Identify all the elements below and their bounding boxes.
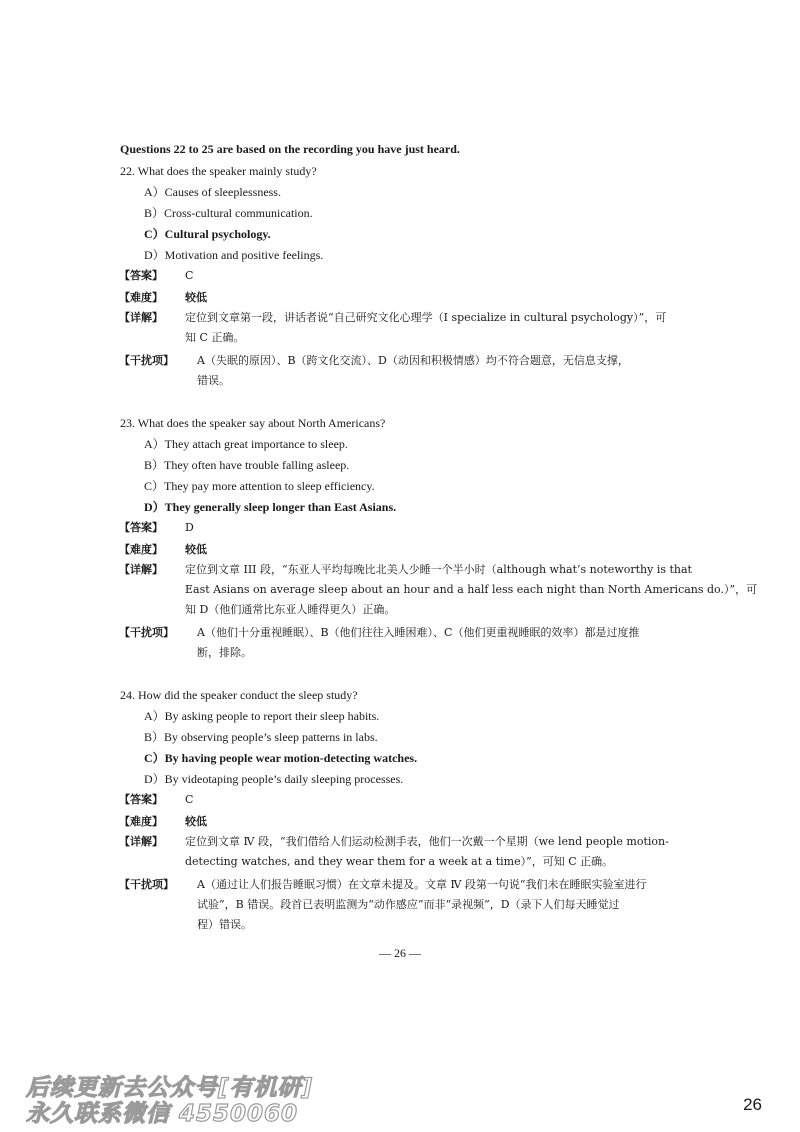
option-b: B）Cross-cultural communication. (144, 206, 313, 220)
option-b: B）By observing people’s sleep patterns in labs. (144, 730, 378, 744)
distractor-line: A（他们十分重视睡眠）、B（他们往往入睡困难）、C（他们更重视睡眠的效率）都是过度推 (197, 626, 640, 639)
option-a: A）They attach great importance to sleep. (144, 437, 348, 451)
watermark-line-2: 永久联系微信 4550060 (26, 1101, 299, 1127)
explanation-line: 定位到文章 III 段，“东亚人平均每晚比北美人少睡一个半小时（although what’s noteworthy is that (185, 563, 692, 576)
option-d: D）By videotaping people’s daily sleeping processes. (144, 772, 404, 786)
distractor-tag: 【干扰项】 (119, 354, 174, 367)
explanation-line: 定位到文章第一段，讲话者说“自己研究文化心理学（I specialize in cultural psychology）”，可 (185, 311, 667, 324)
option-c-correct: C）Cultural psychology. (144, 227, 271, 241)
difficulty-value: 较低 (185, 543, 207, 556)
distractor-line: A（失眠的原因）、B（跨文化交流）、D（动因和积极情感）均不符合题意，无信息支撑， (197, 354, 629, 367)
distractor-line: 错误。 (197, 374, 230, 387)
question-stem: 23. What does the speaker say about North Americans? (120, 416, 386, 430)
page-footer: — 26 — (379, 946, 421, 960)
distractor-tag: 【干扰项】 (119, 878, 174, 891)
answer-value: D (185, 521, 194, 534)
distractor-line: A（通过让人们报告睡眠习惯）在文章未提及。文章 Ⅳ 段第一句说“我们未在睡眠实验室进行 (197, 878, 647, 891)
explanation-line: 知 D（他们通常比东亚人睡得更久）正确。 (185, 603, 396, 616)
difficulty-tag: 【难度】 (119, 543, 163, 556)
difficulty-value: 较低 (185, 815, 207, 828)
distractor-line: 断，排除。 (197, 646, 252, 659)
explanation-line: 定位到文章 Ⅳ 段，“我们借给人们运动检测手表，他们一次戴一个星期（we lend people motion- (185, 835, 669, 848)
option-c: C）They pay more attention to sleep efficiency. (144, 479, 375, 493)
answer-value: C (185, 793, 194, 806)
answer-tag: 【答案】 (119, 793, 163, 806)
explanation-line: East Asians on average sleep about an hour and a half less each night than North Americans do.）”，可 (185, 583, 758, 596)
question-stem: 24. How did the speaker conduct the sleep study? (120, 688, 358, 702)
page-number: 26 (743, 1095, 762, 1114)
option-c-correct: C）By having people wear motion-detecting watches. (144, 751, 418, 765)
answer-tag: 【答案】 (119, 521, 163, 534)
option-d: D）Motivation and positive feelings. (144, 248, 324, 262)
question-stem: 22. What does the speaker mainly study? (120, 164, 317, 178)
answer-value: C (185, 269, 194, 282)
explanation-tag: 【详解】 (119, 563, 163, 576)
option-a: A）By asking people to report their sleep habits. (144, 709, 380, 723)
distractor-tag: 【干扰项】 (119, 626, 174, 639)
explanation-tag: 【详解】 (119, 311, 163, 324)
explanation-line: detecting watches, and they wear them for a week at a time）”，可知 C 正确。 (185, 855, 614, 868)
explanation-tag: 【详解】 (119, 835, 163, 848)
option-d-correct: D）They generally sleep longer than East Asians. (144, 500, 397, 514)
explanation-line: 知 C 正确。 (185, 331, 245, 344)
difficulty-value: 较低 (185, 291, 207, 304)
option-b: B）They often have trouble falling asleep. (144, 458, 350, 472)
option-a: A）Causes of sleeplessness. (144, 185, 281, 199)
difficulty-tag: 【难度】 (119, 291, 163, 304)
answer-tag: 【答案】 (119, 269, 163, 282)
watermark-line-1: 后续更新去公众号[有机研] (26, 1075, 314, 1101)
section-header: Questions 22 to 25 are based on the recording you have just heard. (120, 142, 460, 156)
distractor-line: 程）错误。 (197, 918, 252, 931)
distractor-line: 试验”，B 错误。段首已表明监测为“动作感应”而非“录视频”，D（录下人们每天睡觉过 (197, 898, 620, 911)
difficulty-tag: 【难度】 (119, 815, 163, 828)
